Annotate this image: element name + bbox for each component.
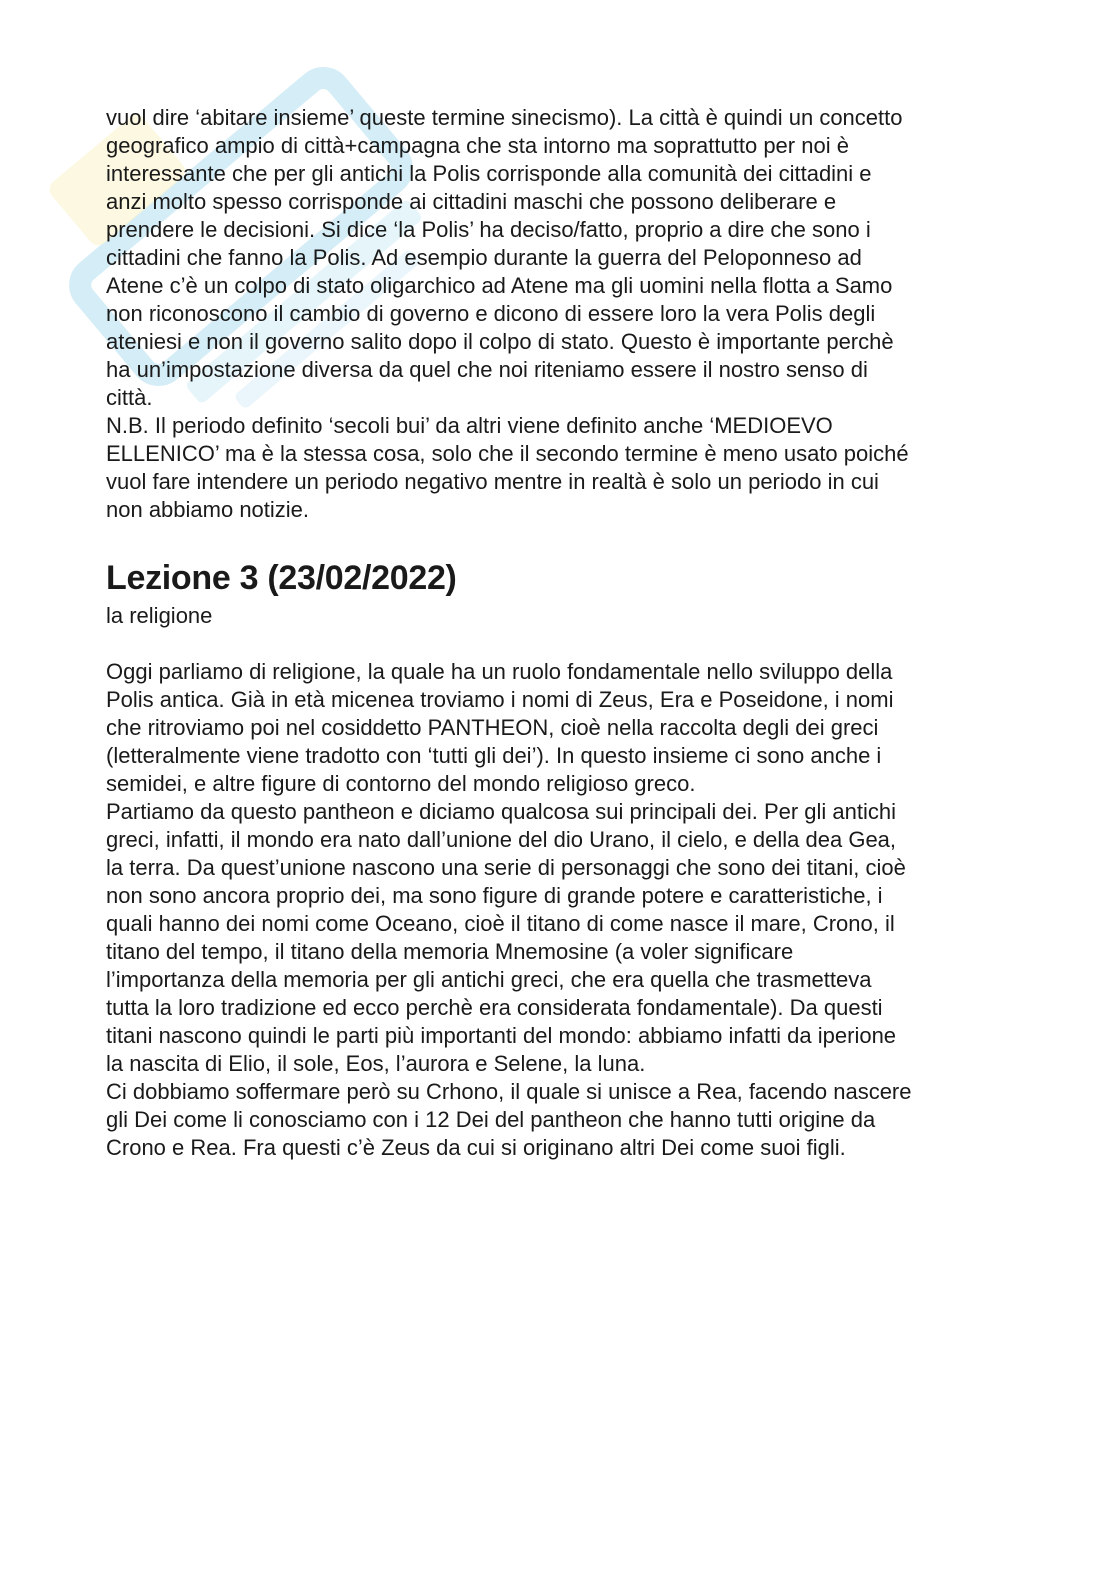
lesson-paragraph-3: Ci dobbiamo soffermare però su Crhono, il quale si unisce a Rea, facendo nascere gli Dei come li conosciamo con i 12 Dei del pantheon che hanno tutti origine da Crono e Rea. Fra questi c’è Zeus da cui si originano altri Dei come suoi figli.	[106, 1079, 912, 1160]
document-page	[106, 104, 1006, 1162]
lesson-paragraph-1: Oggi parliamo di religione, la quale ha un ruolo fondamentale nello sviluppo della Polis antica. Già in età micenea troviamo i nomi di Zeus, Era e Poseidone, i nomi che ritroviamo poi nel cosiddetto PANTHEON, cioè nella raccolta degli dei greci (letteralmente viene tradotto con ‘tutti gli dei’). In questo insieme ci sono anche i semidei, e altre figure di contorno del mondo religioso greco.	[106, 659, 894, 796]
lesson-subtitle: la religione	[106, 603, 213, 628]
intro-paragraph-1: vuol dire ‘abitare insieme’ queste termine sinecismo). La città è quindi un concetto geografico ampio di città+campagna che sta intorno ma soprattutto per noi è interessante che per gli antichi la Polis corrisponde alla comunità dei cittadini e anzi molto spesso corrisponde ai cittadini maschi che possono deliberare e prendere le decisioni. Si dice ‘la Polis’ ha deciso/fatto, proprio a dire che sono i cittadini che fanno la Polis. Ad esempio durante la guerra del Peloponneso ad Atene c’è un colpo di stato oligarchico ad Atene ma gli uomini nella flotta a Samo non riconoscono il cambio di governo e dicono di essere loro la vera Polis degli ateniesi e non il governo salito dopo il colpo di stato. Questo è importante perchè ha un’impostazione diversa da quel che noi riteniamo essere il nostro senso di città.	[106, 105, 903, 410]
lesson-paragraph-2: Partiamo da questo pantheon e diciamo qualcosa sui principali dei. Per gli antichi greci, infatti, il mondo era nato dall’unione del dio Urano, il cielo, e della dea Gea, la terra. Da quest’unione nascono una serie di personaggi che sono dei titani, cioè non sono ancora proprio dei, ma sono figure di grande potere e caratteristiche, i quali hanno dei nomi come Oceano, cioè il titano di come nasce il mare, Crono, il titano del tempo, il titano della memoria Mnemosine (a voler significare l’importanza della memoria per gli antichi greci, che era quella che trasmetteva tutta la loro tradizione ed ecco perchè era considerata fondamentale). Da questi titani nascono quindi le parti più importanti del mondo: abbiamo infatti da iperione la nascita di Elio, il sole, Eos, l’aurora e Selene, la luna.	[106, 799, 906, 1076]
lesson-title: Lezione 3 (23/02/2022)	[106, 559, 457, 597]
intro-paragraph-nb: N.B. Il periodo definito ‘secoli bui’ da altri viene definito anche ‘MEDIOEVO ELLENICO’ ma è la stessa cosa, solo che il secondo termine è meno usato poiché vuol fare intendere un periodo negativo mentre in realtà è solo un periodo in cui non abbiamo notizie.	[106, 413, 909, 522]
